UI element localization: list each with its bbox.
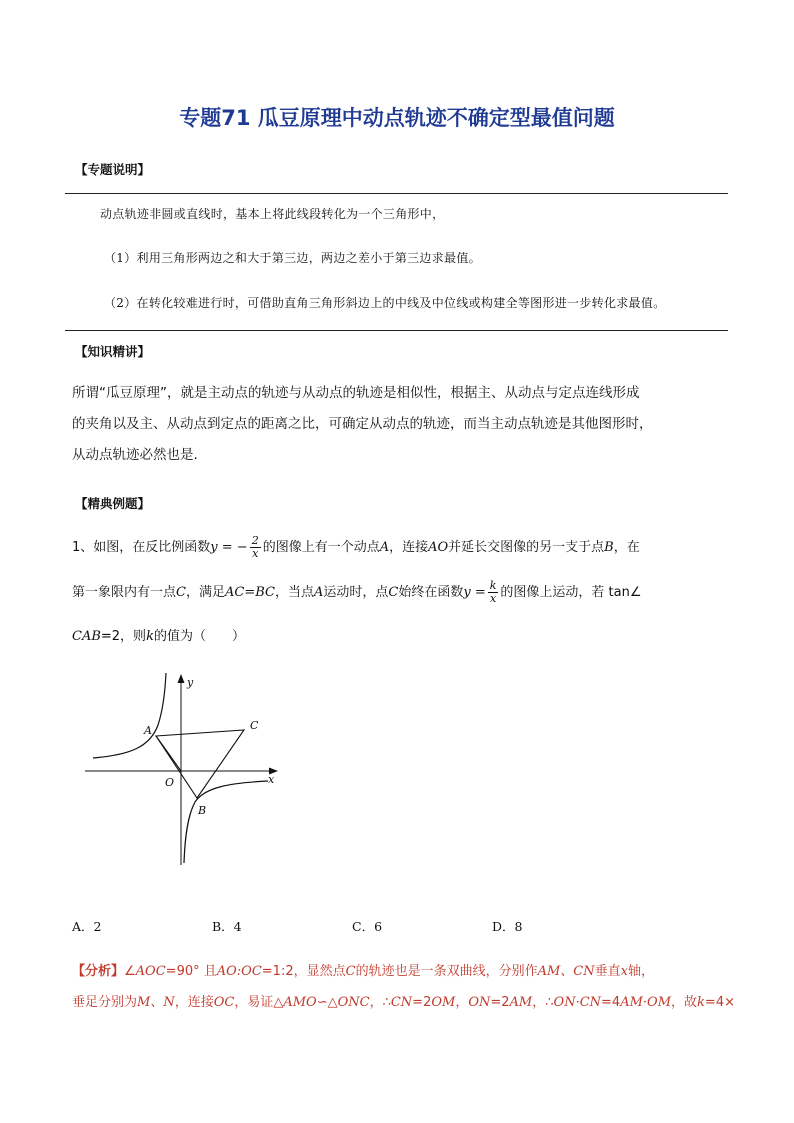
q3-var: k xyxy=(146,629,154,644)
label-x: x xyxy=(268,773,275,786)
a2-var: ONC xyxy=(337,995,370,1010)
a2-text: ， xyxy=(455,995,469,1010)
a2-text: =2 xyxy=(490,995,510,1010)
segment-ao xyxy=(156,736,181,771)
q2-var: A xyxy=(313,585,324,600)
q1-text: 1、如图，在反比例函数 xyxy=(72,540,211,555)
knowledge-line-3: 从动点轨迹必然也是. xyxy=(72,447,198,463)
q2-var: C xyxy=(176,585,186,600)
q3-text: =2，则 xyxy=(100,629,147,644)
q2-var: C xyxy=(388,585,399,600)
section-label-topic: 【专题说明】 xyxy=(75,162,151,177)
q2-eq-lhs: y = xyxy=(463,585,486,600)
a2-text: 垂足分别为 xyxy=(72,995,138,1010)
a2-var: k xyxy=(697,995,705,1010)
q2-text: 第一象限内有一点 xyxy=(72,585,177,600)
analysis-line-2 xyxy=(72,991,735,1010)
a2-var: M、N xyxy=(137,995,175,1010)
topic-note-2: （1）利用三角形两边之和大于第三边，两边之差小于第三边求最值。 xyxy=(104,251,481,265)
divider-top xyxy=(65,193,728,194)
a2-text: ，连接 xyxy=(174,995,214,1010)
q2-text: 始终在函数 xyxy=(398,585,464,600)
option-b: B．4 xyxy=(212,919,242,934)
analysis-tag: 【分析】 xyxy=(72,964,125,979)
option-a: A．2 xyxy=(72,919,102,934)
hyperbola-branch-left xyxy=(93,673,166,758)
knowledge-line-2: 的夹角以及主、从动点到定点的距离之比，可确定从动点的轨迹，而当主动点轨迹是其他图形时， xyxy=(72,416,653,432)
a1-text: 的轨迹也是一条双曲线，分别作 xyxy=(355,964,538,979)
q1-var: B xyxy=(604,540,614,555)
q2-fraction xyxy=(488,580,499,605)
a1-text: 轴， xyxy=(627,964,654,979)
option-d: D．8 xyxy=(492,919,523,934)
a2-var: CN xyxy=(390,995,413,1010)
q1-frac-den: x xyxy=(252,547,259,560)
a2-var: AMO xyxy=(283,995,317,1010)
a1-text: ∠ xyxy=(124,964,136,979)
question-line-2 xyxy=(72,580,641,605)
label-c: C xyxy=(250,719,259,732)
a2-text: ，故 xyxy=(671,995,698,1010)
q2-text: ，满足 xyxy=(185,585,225,600)
knowledge-paragraph xyxy=(72,378,732,471)
a2-var: OC xyxy=(213,995,235,1010)
hyperbola-figure xyxy=(80,665,290,870)
question-line-3 xyxy=(72,625,245,644)
q2-text: ，当点 xyxy=(274,585,314,600)
q2-var: AC=BC xyxy=(224,585,275,600)
q1-fraction xyxy=(250,535,261,560)
a1-var: AM、CN xyxy=(537,964,595,979)
a2-text: ，∴ xyxy=(532,995,554,1010)
q1-var: AO xyxy=(428,540,449,555)
label-y: y xyxy=(187,676,194,689)
label-o: O xyxy=(165,776,175,789)
option-c: C．6 xyxy=(352,919,383,934)
page-title: 专题71 瓜豆原理中动点轨迹不确定型最值问题 xyxy=(179,106,615,130)
q3-text: 的值为（ ） xyxy=(153,629,245,644)
q2-frac-num: k xyxy=(489,579,497,592)
topic-note-1: 动点轨迹非圆或直线时，基本上将此线段转化为一个三角形中， xyxy=(100,207,445,221)
y-axis-arrow xyxy=(178,674,185,683)
q1-text: ，连接 xyxy=(389,540,429,555)
a2-var: AM·OM xyxy=(620,995,672,1010)
a1-var: x xyxy=(620,964,628,979)
q1-frac-num: 2 xyxy=(251,534,259,547)
hyperbola-branch-right xyxy=(184,781,268,863)
q3-var: CAB xyxy=(72,629,101,644)
q1-eq-lhs: y = − xyxy=(210,540,248,555)
q2-text: 的图像上运动，若 tan∠ xyxy=(500,585,642,600)
topic-note-3: （2）在转化较难进行时，可借助直角三角形斜边上的中线及中位线或构建全等图形进一步转化求最值。 xyxy=(104,296,666,310)
knowledge-line-1: 所谓“瓜豆原理”，就是主动点的轨迹与从动点的轨迹是相似性，根据主、从动点与定点连线形成 xyxy=(72,385,640,401)
a2-text: ∽△ xyxy=(316,995,338,1010)
label-b: B xyxy=(198,804,207,817)
divider-bottom xyxy=(65,330,728,331)
a2-text: =4× xyxy=(704,995,735,1010)
a2-var: ON·CN xyxy=(553,995,602,1010)
a1-var: AO:OC xyxy=(216,964,262,979)
a2-text: =4 xyxy=(601,995,621,1010)
a1-var: C xyxy=(345,964,356,979)
section-label-knowledge: 【知识精讲】 xyxy=(75,344,151,359)
a2-text: ，易证△ xyxy=(234,995,284,1010)
label-a: A xyxy=(144,724,152,737)
q1-text: 的图像上有一个动点 xyxy=(262,540,380,555)
a2-text: =2 xyxy=(412,995,432,1010)
a2-var: OM xyxy=(431,995,456,1010)
a2-var: AM xyxy=(509,995,533,1010)
q2-frac-den: x xyxy=(489,592,497,605)
a1-text: 垂直 xyxy=(594,964,621,979)
section-label-examples: 【精典例题】 xyxy=(75,496,151,511)
q1-var: A xyxy=(379,540,390,555)
a2-text: ，∴ xyxy=(369,995,391,1010)
q1-text: 并延长交图像的另一支于点 xyxy=(448,540,605,555)
question-line-1 xyxy=(72,535,640,560)
analysis-line-1 xyxy=(72,960,654,979)
q1-text: ，在 xyxy=(613,540,640,555)
q2-text: 运动时，点 xyxy=(323,585,389,600)
a1-text: =90° 且 xyxy=(165,964,217,979)
a2-var: ON xyxy=(468,995,491,1010)
a1-text: =1:2，显然点 xyxy=(261,964,346,979)
a1-var: AOC xyxy=(135,964,166,979)
